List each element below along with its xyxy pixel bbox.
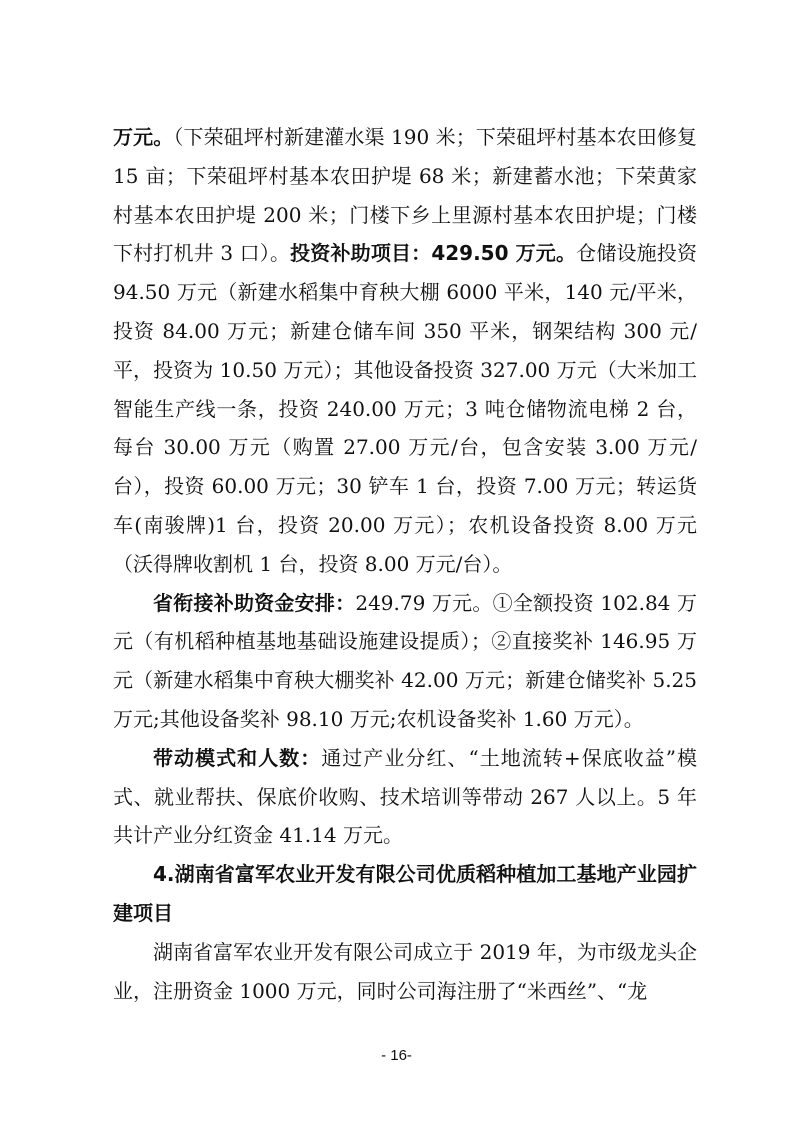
paragraph-text: 通过产业分红、“土地流转+保底收益”模式、就业帮扶、保底价收购、技术培训等带动 267 人以上。5 年共计产业分红资金 41.14 万元。 [113, 745, 697, 848]
paragraph-company-intro: 湖南省富军农业开发有限公司成立于 2019 年，为市级龙头企业，注册资金 1000 万元，同时公司海注册了“米西丝”、“龙 [113, 939, 697, 1003]
paragraph-driving-mode [113, 739, 697, 855]
section-heading-4: 4.湖南省富军农业开发有限公司优质稻种植加工基地产业园扩建项目 [113, 862, 697, 925]
page-number: - 16- [381, 1047, 412, 1064]
paragraph-provincial-funds [113, 584, 697, 739]
paragraph-text: 249.79 万元。①全额投资 102.84 万元（有机稻种植基地基础设施建设提质）；②直接奖补 146.95 万元（新建水稻集中育秧大棚奖补 42.00 万元；新建仓储奖补 5.25 万元;其他设备奖补 98.10 万元;农机设备奖补 1.60 万元）。 [113, 590, 697, 731]
paragraph-lead-bold: 万元。 [113, 125, 174, 149]
paragraph-text: （下荣砠坪村新建灌水渠 190 米；下荣砠坪村基本农田修复 15 亩；下荣砠坪村基本农田护堤 68 米；新建蓄水池；下荣黄家村基本农田护堤 200 米；门楼下乡上里源村基本农田护堤；门楼下村打机井 3 口）。 [113, 125, 698, 266]
document-body [113, 118, 697, 1010]
section-label-provincial-funds: 省衔接补助资金安排： [153, 590, 356, 615]
section-label-driving-mode: 带动模式和人数： [153, 745, 322, 770]
paragraph-text: 仓储设施投资 94.50 万元（新建水稻集中育秧大棚 6000 平米，140 元/平米，投资 84.00 万元；新建仓储车间 350 平米，钢架结构 300 元/平，投资为 10.50 万元）；其他设备投资 327.00 万元（大米加工智能生产线一条，投资 240.00 万元；3 吨仓储物流电梯 2 台，每台 30.00 万元（购置 27.00 万元/台，包含安装 3.00 万元/台），投资 60.00 万元；30 铲车 1 台，投资 7.00 万元；转运货车(南骏牌)1 台，投资 20.00 万元）；农机设备投资 8.00 万元（沃得牌收割机 1 台，投资 8.00 万元/台）。 [113, 241, 698, 576]
section-label-investment-subsidy: 投资补助项目：429.50 万元。 [290, 241, 577, 266]
paragraph-investment [113, 118, 697, 584]
